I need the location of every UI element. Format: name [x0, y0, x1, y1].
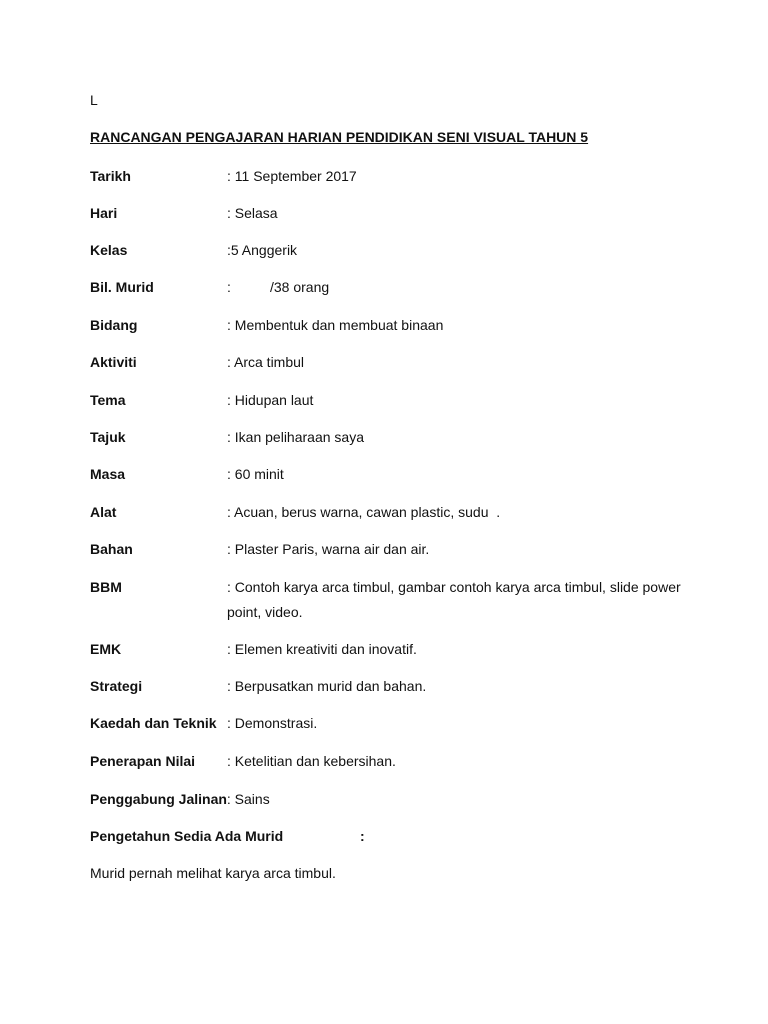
field-label: Hari — [90, 205, 118, 221]
field-label: Masa — [90, 466, 126, 482]
field-value: : Contoh karya arca timbul, gambar contoh karya arca timbul, slide power point, video. — [227, 579, 681, 620]
field-label: Penerapan Nilai — [90, 753, 196, 769]
field-value: : Ikan peliharaan saya — [227, 429, 364, 445]
field-label: EMK — [90, 641, 122, 657]
field-value — [227, 275, 697, 300]
field-value: : Arca timbul — [227, 354, 305, 370]
field-label: Bahan — [90, 541, 133, 557]
field-label: Aktiviti — [90, 354, 137, 370]
field-value: : Ketelitian dan kebersihan. — [227, 753, 396, 769]
field-label: Tema — [90, 392, 126, 408]
field-label: Kelas — [90, 242, 128, 258]
field-label: Kaedah dan Teknik — [90, 715, 217, 731]
field-colon: : — [227, 279, 231, 295]
field-label: BBM — [90, 579, 122, 595]
field-value: :5 Anggerik — [227, 242, 298, 258]
field-value: : Membentuk dan membuat binaan — [227, 317, 444, 333]
field-value: : Elemen kreativiti dan inovatif. — [227, 641, 417, 657]
field-value: : Sains — [226, 791, 270, 807]
field-label: Alat — [90, 504, 117, 520]
field-value: : Selasa — [227, 205, 278, 221]
field-label: Bidang — [90, 317, 138, 333]
field-value: : Berpusatkan murid dan bahan. — [227, 678, 427, 694]
prior-knowledge-text: Murid pernah melihat karya arca timbul. — [90, 865, 336, 881]
field-label: Strategi — [90, 678, 143, 694]
field-value: : 11 September 2017 — [227, 168, 357, 184]
field-label: Tarikh — [90, 168, 131, 184]
field-label: Bil. Murid — [90, 279, 154, 295]
field-label: Penggabung Jalinan — [90, 791, 227, 807]
field-value: : Acuan, berus warna, cawan plastic, sudu . — [227, 504, 501, 520]
field-value: : Hidupan laut — [227, 392, 314, 408]
field-value: : 60 minit — [227, 466, 284, 482]
field-value: : Demonstrasi. — [227, 715, 318, 731]
field-label: Pengetahun Sedia Ada Murid — [90, 828, 284, 844]
field-value-text: /38 orang — [270, 279, 330, 295]
field-inline — [90, 787, 270, 812]
document-title: RANCANGAN PENGAJARAN HARIAN PENDIDIKAN SENI VISUAL TAHUN 5 — [90, 129, 589, 145]
field-value: : Plaster Paris, warna air dan air. — [227, 541, 430, 557]
field-label: Tajuk — [90, 429, 126, 445]
field-colon: : — [360, 828, 365, 844]
corner-mark: L — [90, 92, 98, 108]
